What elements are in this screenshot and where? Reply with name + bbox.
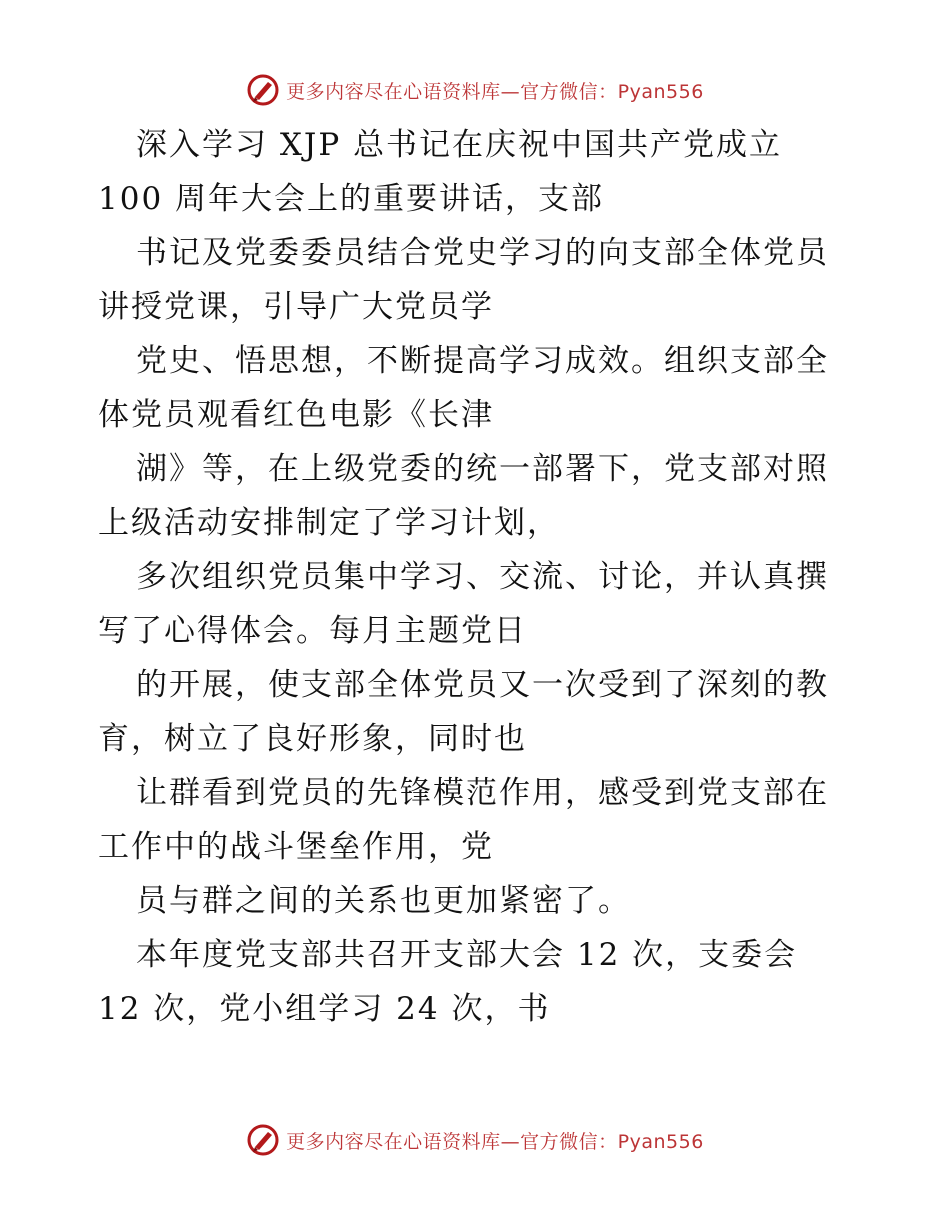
- quill-logo-icon: [246, 1123, 280, 1157]
- text-line: 员与群之间的关系也更加紧密了。: [136, 883, 631, 919]
- text-line: 本年度党支部共召开支部大会 12 次，支委会: [136, 937, 798, 973]
- text-line: 工作中的战斗堡垒作用，党: [98, 829, 494, 865]
- text-line: 上级活动安排制定了学习计划，: [98, 505, 560, 541]
- text-line: 讲授党课，引导广大党员学: [98, 289, 494, 325]
- text-line: 的开展，使支部全体党员又一次受到了深刻的教: [136, 667, 829, 703]
- footer-watermark: [0, 1120, 950, 1160]
- text-line: 写了心得体会。每月主题党日: [98, 613, 527, 649]
- text-line: 书记及党委委员结合党史学习的向支部全体党员: [136, 235, 829, 271]
- quill-logo-icon: [246, 73, 280, 107]
- text-line: 深入学习 XJP 总书记在庆祝中国共产党成立: [136, 127, 783, 163]
- text-line: 多次组织党员集中学习、交流、讨论，并认真撰: [136, 559, 829, 595]
- text-line: 让群看到党员的先锋模范作用，感受到党支部在: [136, 775, 829, 811]
- text-line: 育，树立了良好形象，同时也: [98, 721, 527, 757]
- watermark-text: 更多内容尽在心语资料库—官方微信：Pyan556: [286, 1130, 704, 1153]
- watermark-text: 更多内容尽在心语资料库—官方微信：Pyan556: [286, 80, 704, 103]
- header-watermark: [0, 70, 950, 110]
- document-body: [98, 118, 858, 1036]
- text-line: 100 周年大会上的重要讲话，支部: [98, 181, 605, 217]
- text-line: 体党员观看红色电影《长津: [98, 397, 494, 433]
- text-line: 湖》等，在上级党委的统一部署下，党支部对照: [136, 451, 829, 487]
- text-line: 党史、悟思想，不断提高学习成效。组织支部全: [136, 343, 829, 379]
- text-line: 12 次，党小组学习 24 次，书: [98, 991, 551, 1027]
